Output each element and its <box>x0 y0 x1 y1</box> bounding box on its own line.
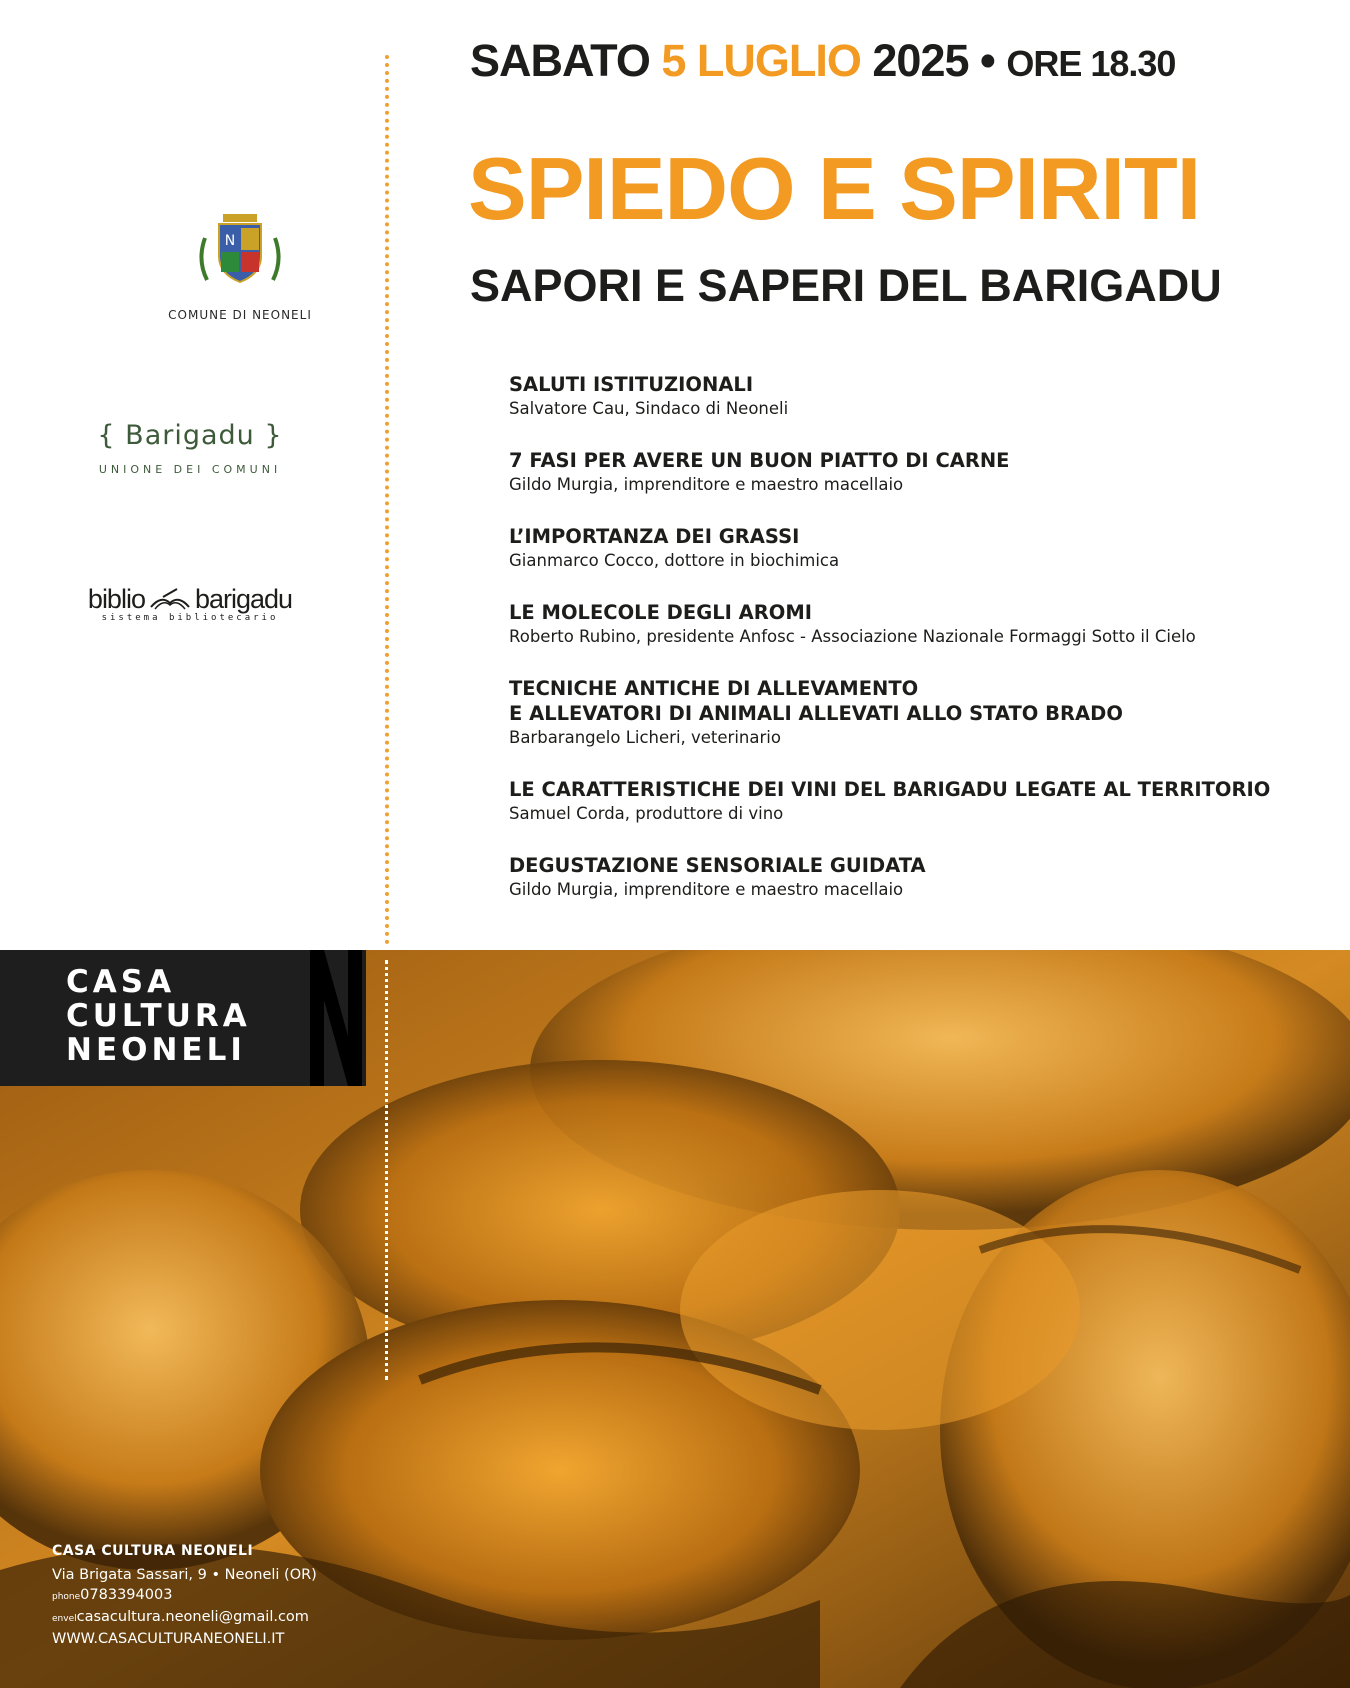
program-item <box>509 524 1309 573</box>
contacts-block <box>52 1543 317 1649</box>
biblio-logo <box>70 584 310 623</box>
program-item-title-line2: E ALLEVATORI DI ANIMALI ALLEVATI ALLO STATO BRADO <box>509 702 1123 725</box>
program-item-title: TECNICHE ANTICHE DI ALLEVAMENTO <box>509 677 919 700</box>
brand-line-2: CULTURA <box>66 998 251 1034</box>
program-list <box>509 372 1309 929</box>
open-book-icon <box>149 587 191 613</box>
program-item-title: SALUTI ISTITUZIONALI <box>509 373 754 396</box>
speaker-name: Gianmarco Cocco <box>509 551 654 570</box>
program-item <box>509 600 1309 649</box>
speaker-name: Salvatore Cau <box>509 399 625 418</box>
program-item <box>509 676 1309 750</box>
event-date-day: 5 LUGLIO <box>661 35 861 86</box>
comune-logo <box>140 210 340 322</box>
brand-letter-n <box>296 950 366 1086</box>
program-item <box>509 777 1309 826</box>
speaker-name: Samuel Corda <box>509 804 625 823</box>
speaker-role: , imprenditore e maestro macellaio <box>613 475 904 494</box>
program-item-title: DEGUSTAZIONE SENSORIALE GUIDATA <box>509 854 926 877</box>
barigadu-logo <box>90 420 290 476</box>
program-item-title: L’IMPORTANZA DEI GRASSI <box>509 525 800 548</box>
program-item-title: LE CARATTERISTICHE DEI VINI DEL BARIGADU LEGATE AL TERRITORIO <box>509 778 1271 801</box>
event-subtitle: SAPORI E SAPERI DEL BARIGADU <box>470 260 1222 311</box>
speaker-name: Barbarangelo Licheri <box>509 728 681 747</box>
barigadu-name: { Barigadu } <box>97 420 283 451</box>
speaker-role: , Sindaco di Neoneli <box>624 399 789 418</box>
speaker-role: , dottore in biochimica <box>653 551 840 570</box>
speaker-name: Roberto Rubino <box>509 627 636 646</box>
event-year: 2025 <box>872 35 969 86</box>
biblio-sub: sistema bibliotecario <box>101 613 279 623</box>
brand-text <box>66 965 251 1067</box>
phone-icon: phone <box>52 1592 81 1602</box>
envelope-icon: envel <box>52 1614 77 1624</box>
program-item-title: LE MOLECOLE DEGLI AROMI <box>509 601 813 624</box>
contacts-address: Via Brigata Sassari, 9 • Neoneli (OR) <box>52 1567 317 1583</box>
crest-icon <box>195 210 285 294</box>
program-item <box>509 372 1309 421</box>
contacts-web[interactable]: WWW.CASACULTURANEONELI.IT <box>52 1631 285 1647</box>
speaker-role: , imprenditore e maestro macellaio <box>613 880 904 899</box>
contacts-title: CASA CULTURA NEONELI <box>52 1543 254 1559</box>
comune-caption: COMUNE DI NEONELI <box>168 308 312 322</box>
speaker-role: , presidente Anfosc - Associazione Nazionale Formaggi Sotto il Cielo <box>635 627 1196 646</box>
contacts-phone: 0783394003 <box>80 1587 173 1603</box>
date-bullet: • <box>980 35 995 86</box>
brand-line-1: CASA <box>66 964 176 1000</box>
svg-text:N: N <box>224 233 236 249</box>
event-day: SABATO <box>470 35 650 86</box>
speaker-role: , veterinario <box>680 728 781 747</box>
speaker-name: Gildo Murgia <box>509 880 614 899</box>
speaker-role: , produttore di vino <box>624 804 784 823</box>
photo-dotted-line <box>385 960 388 1380</box>
event-date <box>470 35 1175 87</box>
brand-line-3: NEONELI <box>66 1032 246 1068</box>
event-title: SPIEDO E SPIRITI <box>468 139 1201 238</box>
event-time: ORE 18.30 <box>1006 43 1176 84</box>
program-item-title: 7 FASI PER AVERE UN BUON PIATTO DI CARNE <box>509 449 1010 472</box>
biblio-right: barigadu <box>194 584 293 614</box>
barigadu-sub: UNIONE DEI COMUNI <box>98 463 282 476</box>
dotted-divider <box>385 55 389 945</box>
speaker-name: Gildo Murgia <box>509 475 614 494</box>
program-item <box>509 448 1309 497</box>
contacts-email[interactable]: casacultura.neoneli@gmail.com <box>76 1609 309 1625</box>
program-item <box>509 853 1309 902</box>
biblio-left: biblio <box>87 584 145 614</box>
